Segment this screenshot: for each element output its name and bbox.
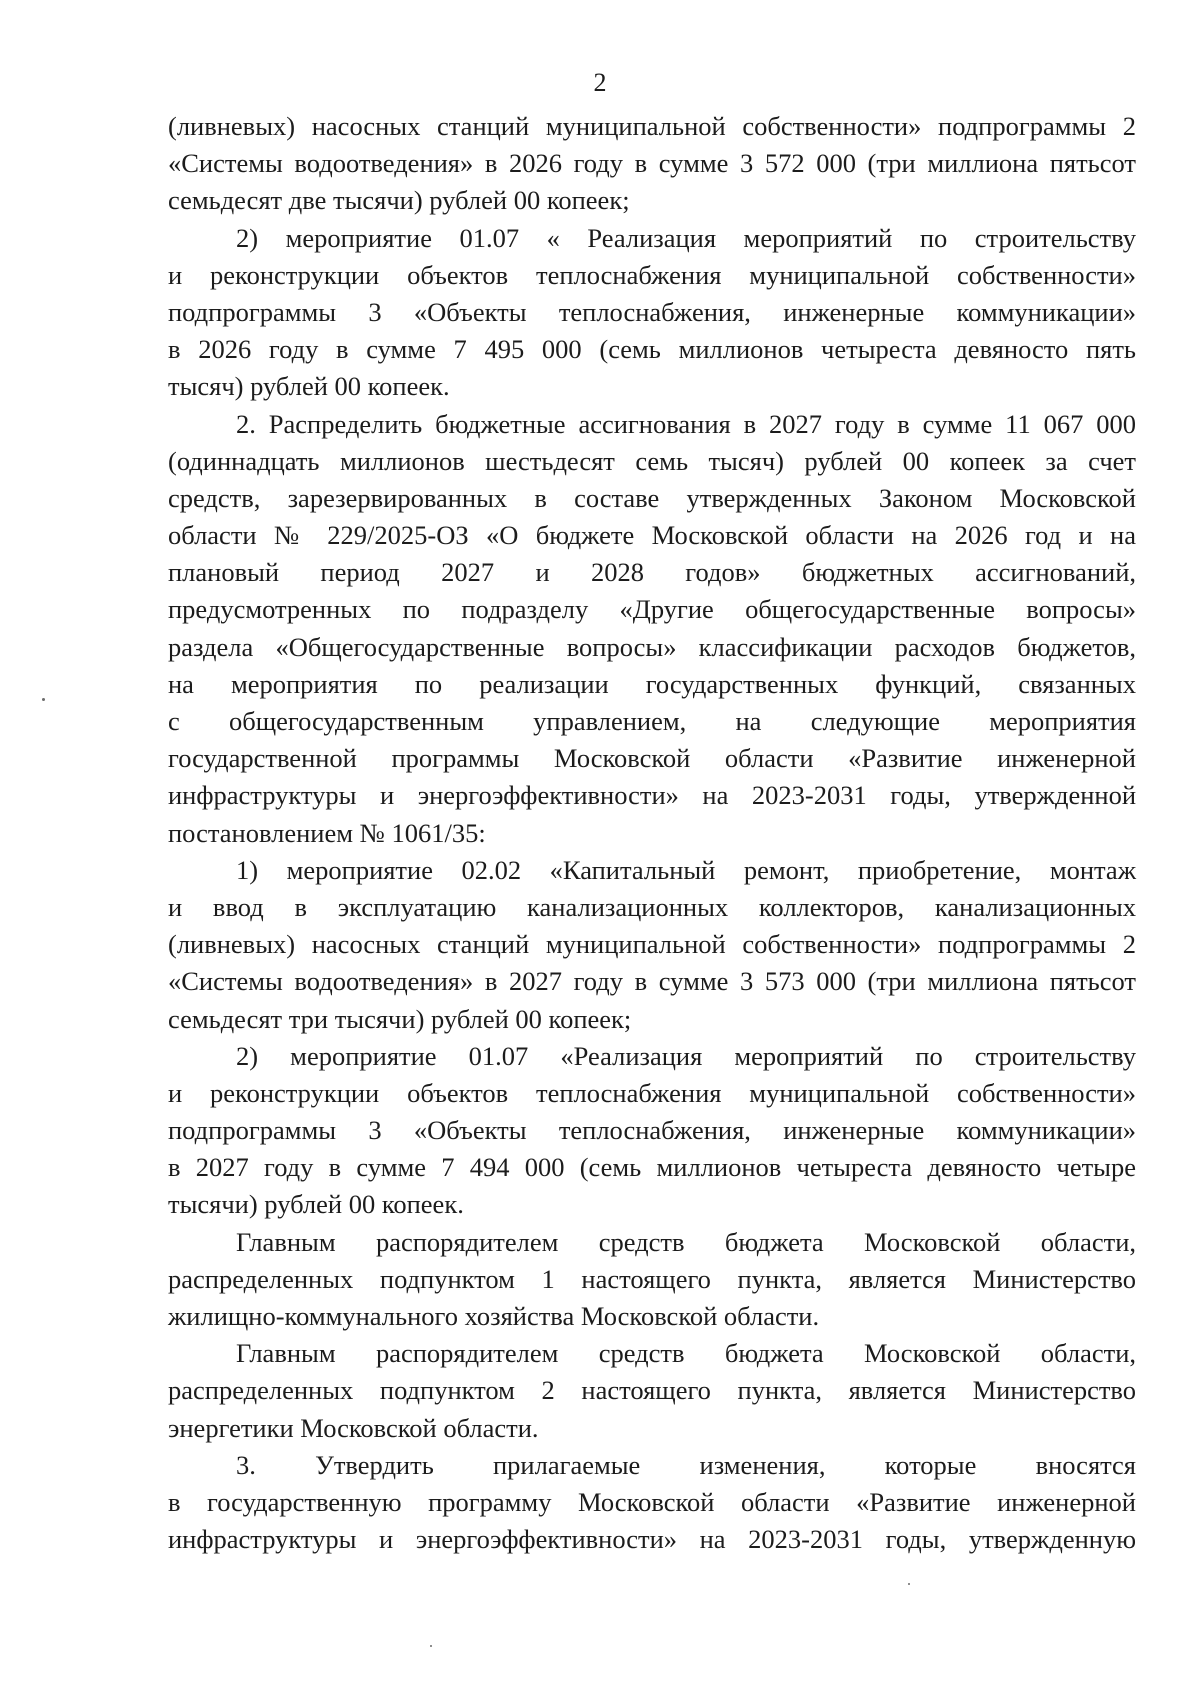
text-line: предусмотренных по подразделу «Другие общегосударственные вопросы» [168,594,1136,625]
text-line: раздела «Общегосударственные вопросы» классификации расходов бюджетов, [168,631,1136,662]
text-line: Главным распорядителем средств бюджета Московской области, [236,1338,1136,1369]
text-line: подпрограммы 3 «Объекты теплоснабжения, инженерные коммуникации» [168,296,1136,327]
text-line: (одиннадцать миллионов шестьдесят семь тысяч) рублей 00 копеек за счет [168,445,1136,476]
text-line: государственной программы Московской области «Развитие инженерной [168,743,1136,774]
text-line: «Системы водоотведения» в 2026 году в сумме 3 572 000 (три миллиона пятьсот [168,148,1136,179]
text-line: в 2026 году в сумме 7 495 000 (семь миллионов четыреста девяносто пять [168,334,1136,365]
text-line: тысячи) рублей 00 копеек. [168,1189,464,1220]
text-line: и ввод в эксплуатацию канализационных коллекторов, канализационных [168,891,1136,922]
page-number: 2 [593,68,607,97]
text-line: семьдесят две тысячи) рублей 00 копеек; [168,185,630,216]
text-line: постановлением № 1061/35: [168,817,486,848]
text-line: 2. Распределить бюджетные ассигнования в 2027 году в сумме 11 067 000 [236,408,1136,439]
text-line: в государственную программу Московской области «Развитие инженерной [168,1486,1136,1517]
document-body [168,108,1136,1558]
text-line: и реконструкции объектов теплоснабжения муниципальной собственности» [168,1077,1136,1108]
text-line: (ливневых) насосных станций муниципальной собственности» подпрограммы 2 [168,929,1136,960]
text-line: плановый период 2027 и 2028 годов» бюджетных ассигнований, [168,557,1136,588]
text-line: области № 229/2025-ОЗ «О бюджете Московской области на 2026 год и на [168,520,1136,551]
text-line: распределенных подпунктом 1 настоящего пункта, является Министерство [168,1263,1136,1294]
scan-speck [908,1583,910,1585]
text-line: средств, зарезервированных в составе утвержденных Законом Московской [168,482,1136,513]
text-line: Главным распорядителем средств бюджета Московской области, [236,1226,1136,1257]
text-line: тысяч) рублей 00 копеек. [168,371,450,402]
text-line: подпрограммы 3 «Объекты теплоснабжения, инженерные коммуникации» [168,1115,1136,1146]
text-line: 2) мероприятие 01.07 « Реализация мероприятий по строительству [236,222,1136,253]
text-line: семьдесят три тысячи) рублей 00 копеек; [168,1003,632,1034]
text-line: (ливневых) насосных станций муниципальной собственности» подпрограммы 2 [168,111,1136,141]
text-line: 2) мероприятие 01.07 «Реализация мероприятий по строительству [236,1040,1136,1071]
text-line: в 2027 году в сумме 7 494 000 (семь миллионов четыреста девяносто четыре [168,1152,1136,1183]
text-line: инфраструктуры и энергоэффективности» на 2023-2031 годы, утвержденную [168,1524,1136,1555]
text-line: энергетики Московской области. [168,1412,539,1443]
text-line: и реконструкции объектов теплоснабжения муниципальной собственности» [168,259,1136,290]
text-line: инфраструктуры и энергоэффективности» на 2023-2031 годы, утвержденной [168,780,1136,811]
text-line: с общегосударственным управлением, на следующие мероприятия [168,706,1136,736]
text-line: жилищно-коммунального хозяйства Московской области. [168,1301,820,1331]
text-line: на мероприятия по реализации государственных функций, связанных [168,668,1136,699]
text-line: «Системы водоотведения» в 2027 году в сумме 3 573 000 (три миллиона пятьсот [168,966,1136,997]
text-line: 1) мероприятие 02.02 «Капитальный ремонт, приобретение, монтаж [236,854,1136,885]
scan-speck [430,1645,432,1647]
text-line: распределенных подпунктом 2 настоящего пункта, является Министерство [168,1375,1136,1406]
text-line: 3. Утвердить прилагаемые изменения, которые вносятся [236,1449,1136,1480]
scan-speck [42,698,45,701]
